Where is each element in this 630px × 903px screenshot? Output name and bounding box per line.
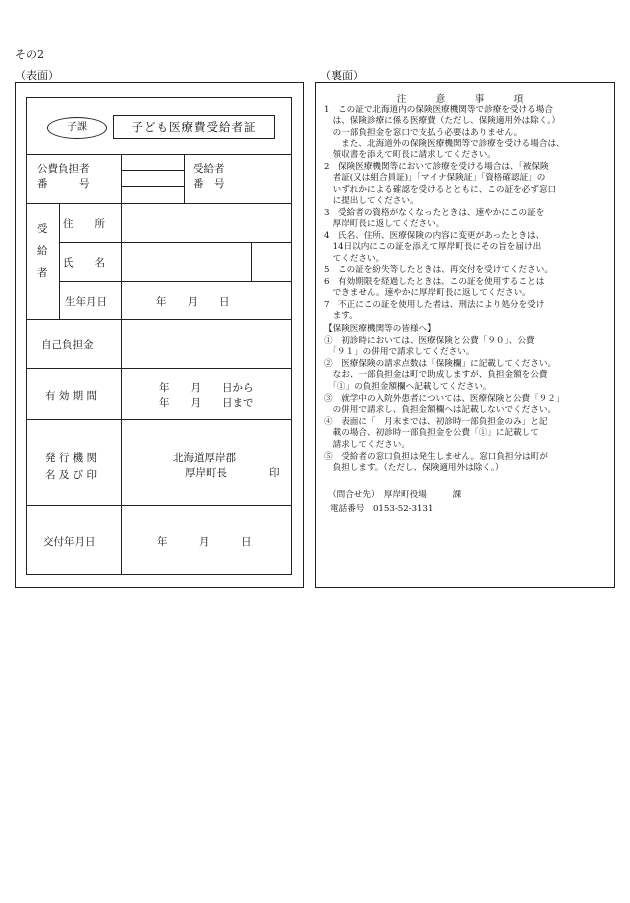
column-divider (121, 203, 122, 505)
issuer-name: 北海道厚岸郡 (173, 452, 236, 464)
payer-number-subline (121, 170, 184, 171)
institution-note: ① 初診時においては、医療保険と公費「９０」、公費 「９１」の併用で請求してください。 (324, 336, 535, 358)
certificate-title: 子ども医療費受給者証 (113, 115, 275, 139)
public-payer-number-label: 公費負担者 番 号 (37, 163, 90, 190)
date-of-birth-value: 年 月 日 (156, 296, 230, 308)
institution-note: ⑤ 受給者の窓口負担は発生しません。窓口負担分は町が 負担します。（ただし、保険適用外は除く。） (324, 452, 548, 474)
note-item: 7 不正にこの証を使用した者は、刑法により処分を受け ます。 (324, 300, 545, 322)
note-item: 1 この証で北海道内の保険医療機関等で診療を受ける場合 は、保険診療に係る医療費（ただし、保険適用外は除く。） の一部負担金を窓口で支払う必要はありません。 また、北海道外の保険医療機関等で診療を受ける場合は、 領収書を添えて町長に請求してください。 (324, 105, 565, 161)
row-divider (27, 319, 291, 320)
issue-date-value: 年 月 日 (157, 536, 252, 548)
column-divider (251, 242, 252, 281)
row-divider (27, 203, 291, 204)
address-label: 住 所 (63, 218, 105, 230)
column-divider (59, 203, 60, 319)
department-stamp: 子課 (47, 117, 107, 139)
back-side-panel (315, 82, 615, 588)
note-item: 4 氏名、住所、医療保険の内容に変更があったときは、 14日以内にこの証を添えて厚岸町長にその旨を届け出 てください。 (324, 231, 545, 264)
row-divider (27, 419, 291, 420)
institution-note: ④ 表面に「 月末までは、初診時一部負担金のみ」と記 載の場合、初診時一部負担金を公費「①」に記載して 請求してください。 (324, 417, 548, 450)
institution-note: ③ 就学中の入院外患者については、医療保険と公費「９２」 の併用で請求し、負担金額欄へは記載しないでください。 (324, 394, 565, 416)
recipient-number-label: 受給者 番 号 (193, 163, 225, 190)
note-item: 6 有効期限を経過したときは、この証を使用することは できません。速やかに厚岸町長に返してください。 (324, 277, 545, 299)
institution-heading: 【保険医療機関等の皆様へ】 (324, 324, 436, 334)
issuer-mayor-seal: 厚岸町長 印 (185, 467, 280, 479)
note-item: 5 この証を紛失等したときは、再交付を受けてください。 (324, 265, 553, 275)
contact-line: （問合せ先） 厚岸町役場 課 (328, 490, 462, 500)
note-item: 3 受給者の資格がなくなったときは、速やかにこの証を 厚岸町長に返してください。 (324, 208, 545, 230)
issuer-label: 発 行 機 関 名 及 び 印 (45, 452, 98, 481)
validity-period-label: 有 効 期 間 (45, 390, 98, 402)
issue-date-label: 交付年月日 (43, 536, 96, 548)
date-of-birth-label: 生年月日 (65, 296, 107, 308)
recipient-certificate-card (26, 97, 292, 575)
row-divider (27, 505, 291, 506)
row-divider (59, 281, 291, 282)
front-side-label: （表面） (15, 69, 59, 82)
phone-line: 電話番号 0153-52-3131 (330, 504, 434, 514)
name-label: 氏 名 (63, 257, 105, 269)
validity-from: 年 月 日から (159, 382, 254, 394)
note-item: 2 保険医療機関等において診療を受ける場合は、「被保険 者証(又は組合員証)」「マイナ保険証」「資格確認証」の いずれかによる確認を受けるとともに、この証を必ず窓口 に提出してください。 (324, 162, 557, 206)
row-divider (59, 242, 291, 243)
institution-note: ② 医療保険の請求点数は「保険欄」に記載してください。 なお、一部負担金は町で助成しますが、負担金額を公費 「①」の負担金額欄へ記載してください。 (324, 359, 557, 392)
validity-to: 年 月 日まで (159, 397, 254, 409)
row-divider (27, 368, 291, 369)
notes-title: 注 意 事 項 (396, 94, 534, 105)
payer-number-subline (121, 186, 184, 187)
copay-label: 自己負担金 (41, 339, 94, 351)
column-divider (121, 505, 122, 575)
row-divider (27, 154, 291, 155)
column-divider (184, 154, 185, 203)
column-divider (121, 154, 122, 203)
front-side-panel (15, 82, 304, 588)
document-number: その2 (15, 48, 44, 61)
recipient-section-label: 受 給 者 (37, 223, 48, 279)
back-side-label: （裏面） (320, 69, 364, 82)
